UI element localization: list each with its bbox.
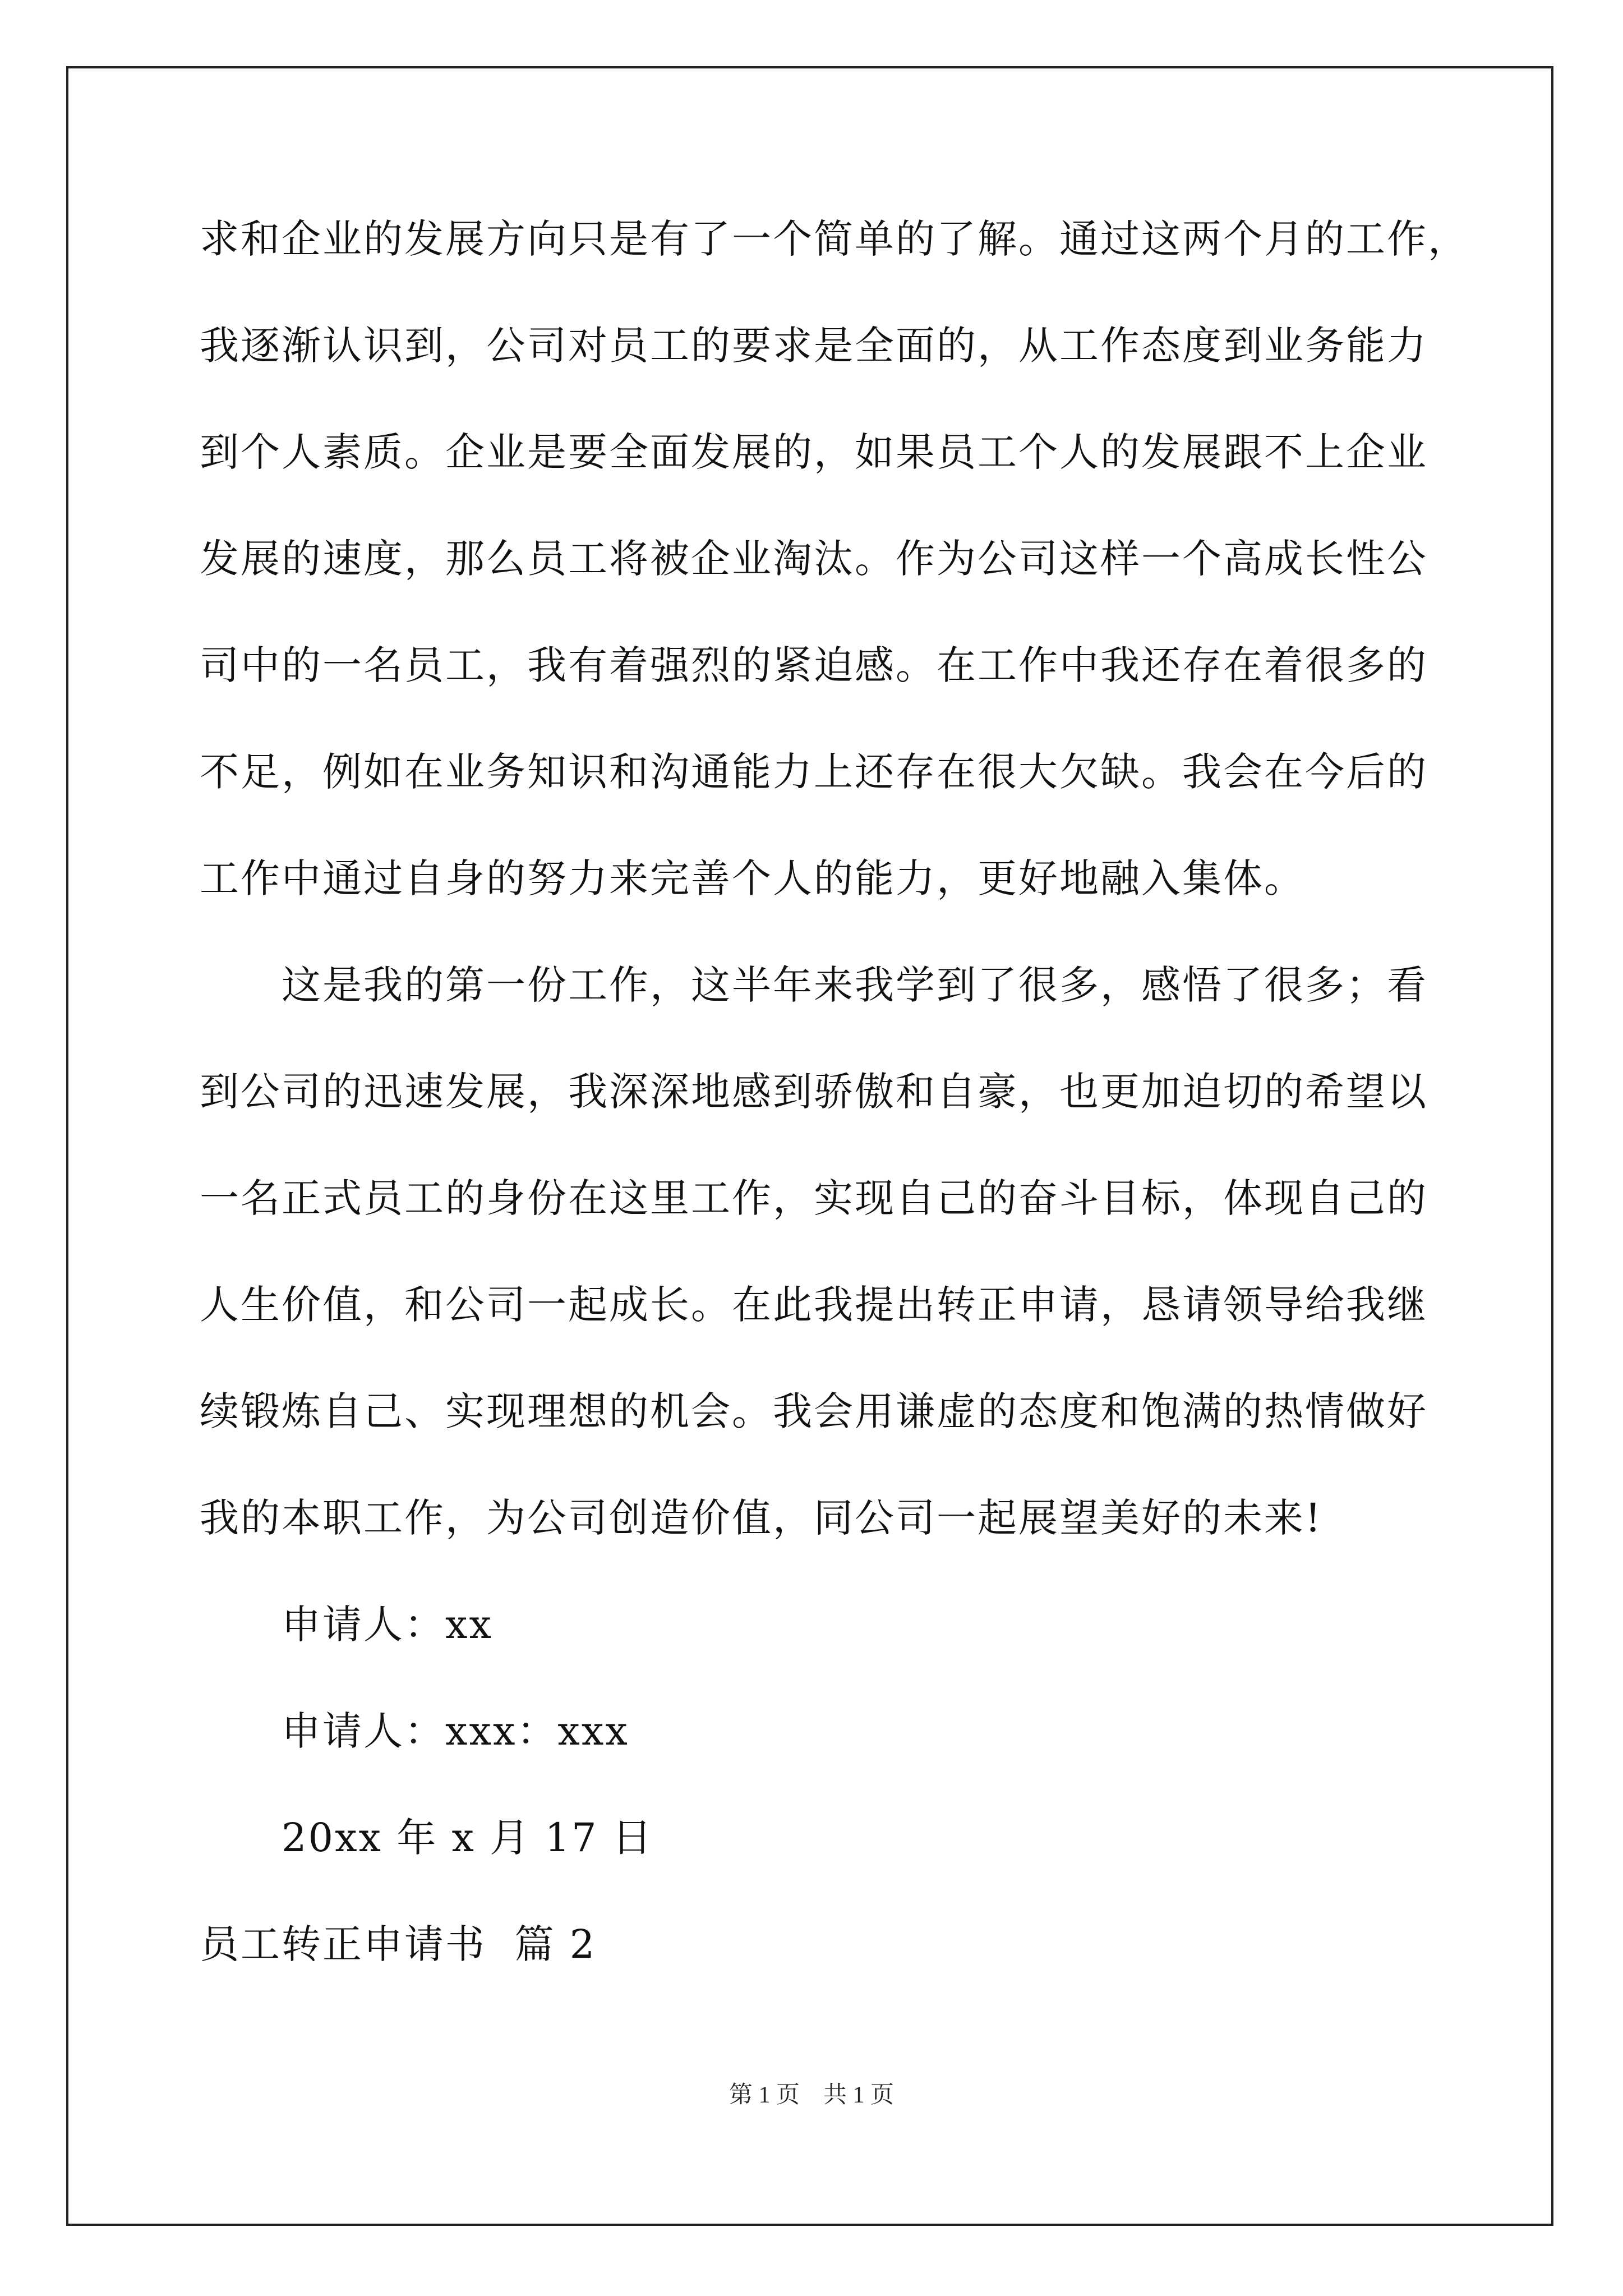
paragraph-1-line-2: 我逐渐认识到，公司对员工的要求是全面的，从工作态度到业务能力 bbox=[200, 323, 1428, 369]
paragraph-1-line-5: 司中的一名员工，我有着强烈的紧迫感。在工作中我还存在着很多的 bbox=[200, 642, 1428, 688]
date-line: 20xx 年 x 月 17 日 bbox=[282, 1815, 653, 1861]
section-heading: 员工转正申请书 篇 2 bbox=[200, 1921, 597, 1967]
page-number-footer: 第 1 页 共 1 页 bbox=[728, 2082, 894, 2108]
paragraph-1-line-6: 不足，例如在业务知识和沟通能力上还存在很大欠缺。我会在今后的 bbox=[200, 749, 1428, 795]
paragraph-2-line-2: 到公司的迅速发展，我深深地感到骄傲和自豪，也更加迫切的希望以 bbox=[200, 1069, 1428, 1115]
paragraph-1-line-4: 发展的速度，那么员工将被企业淘汰。作为公司这样一个高成长性公 bbox=[200, 536, 1428, 582]
paragraph-2-line-4: 人生价值，和公司一起成长。在此我提出转正申请，恳请领导给我继 bbox=[200, 1282, 1428, 1328]
applicant-line-1: 申请人：xx bbox=[282, 1602, 493, 1648]
paragraph-2-line-3: 一名正式员工的身份在这里工作，实现自己的奋斗目标，体现自己的 bbox=[200, 1175, 1428, 1221]
paragraph-1-line-7: 工作中通过自身的努力来完善个人的能力，更好地融入集体。 bbox=[200, 855, 1305, 901]
page-border bbox=[66, 66, 1553, 2226]
paragraph-2-line-1: 这是我的第一份工作，这半年来我学到了很多，感悟了很多；看 bbox=[282, 962, 1428, 1008]
paragraph-1-line-1: 求和企业的发展方向只是有了一个简单的了解。通过这两个月的工作， bbox=[200, 216, 1469, 262]
paragraph-1-line-3: 到个人素质。企业是要全面发展的，如果员工个人的发展跟不上企业 bbox=[200, 429, 1428, 475]
paragraph-2-line-6: 我的本职工作，为公司创造价值，同公司一起展望美好的未来! bbox=[200, 1495, 1323, 1541]
applicant-line-2: 申请人：xxx：xxx bbox=[282, 1708, 629, 1754]
paragraph-2-line-5: 续锻炼自己、实现理想的机会。我会用谦虚的态度和饱满的热情做好 bbox=[200, 1388, 1428, 1434]
